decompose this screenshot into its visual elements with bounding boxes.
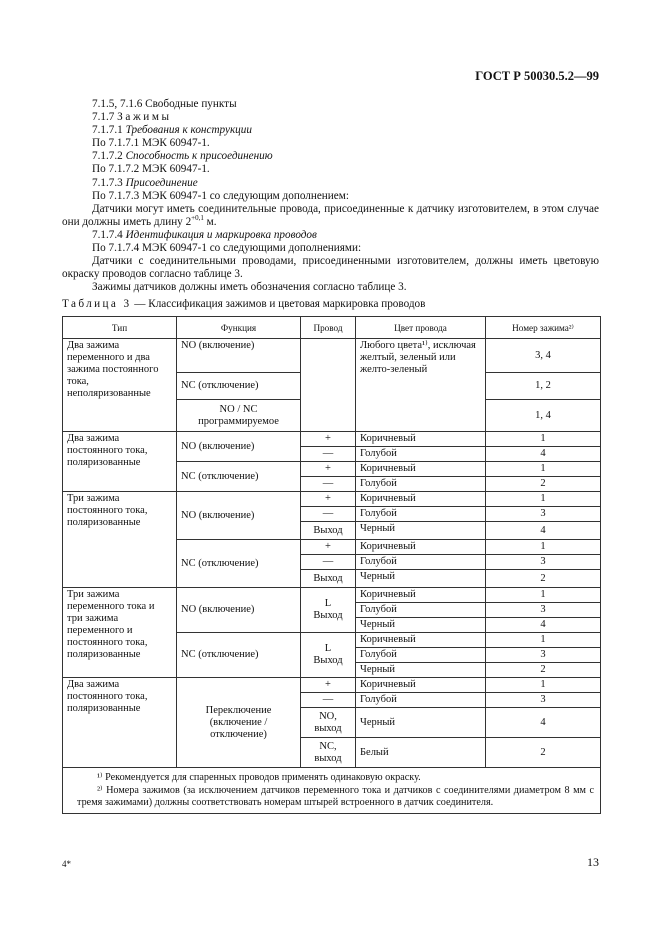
- clause-number: 7.1.7.2: [92, 150, 126, 163]
- terminal-cell: 3, 4: [486, 339, 601, 373]
- col-function: Функция: [177, 317, 301, 339]
- color-cell: Коричневый: [356, 678, 486, 693]
- wire-label: Выход: [313, 655, 343, 666]
- terminal-cell: 4: [486, 447, 601, 462]
- color-cell: Коричневый: [356, 492, 486, 507]
- clause-title: Присоединение: [125, 176, 198, 189]
- terminal-cell: 1, 2: [486, 373, 601, 400]
- terminal-cell: 3: [486, 693, 601, 708]
- terminal-cell: 1: [486, 462, 601, 477]
- color-cell: Голубой: [356, 447, 486, 462]
- wire-cell: Выход: [301, 522, 356, 540]
- terminal-cell: 3: [486, 603, 601, 618]
- clause-title: Зажимы: [117, 111, 172, 124]
- footnotes: [63, 768, 601, 814]
- function-cell: NO (включение): [177, 588, 301, 633]
- terminal-cell: 2: [486, 738, 601, 768]
- paragraph: По 7.1.7.4 МЭК 60947-1 со следующими дополнениями:: [92, 242, 362, 255]
- col-terminal: Номер зажима²⁾: [486, 317, 601, 339]
- color-cell: Черный: [356, 708, 486, 738]
- terminal-cell: 2: [486, 570, 601, 588]
- color-cell: Коричневый: [356, 432, 486, 447]
- function-cell: NO (включение): [177, 339, 301, 373]
- footnote-2: ²⁾ Номера зажимов (за исключением датчиков переменного тока и датчиков с соединителями диаметром 8 мм с тремя зажимами) должны соответствовать номерам штырей встроенного в датчик соединителя.: [77, 784, 594, 808]
- paragraph: Зажимы датчиков должны иметь обозначения согласно таблице 3.: [92, 281, 407, 294]
- wire-cell: —: [301, 507, 356, 522]
- table-header-row: [63, 317, 601, 339]
- terminal-cell: 1: [486, 588, 601, 603]
- table-row: [63, 339, 601, 373]
- wire-cell: NO, выход: [301, 708, 356, 738]
- superscript: +0,1: [191, 213, 204, 222]
- wire-cell: —: [301, 447, 356, 462]
- col-type: Тип: [63, 317, 177, 339]
- clause-number: 7.1.7.3: [92, 176, 126, 189]
- terminal-cell: 2: [486, 663, 601, 678]
- text: м.: [203, 215, 217, 228]
- terminal-cell: 1: [486, 492, 601, 507]
- clause-title: Способность к присоединению: [125, 150, 273, 163]
- function-cell: NC (отключение): [177, 373, 301, 400]
- clause-number: 7.1.7: [92, 111, 118, 124]
- clause-title: Идентификация и маркировка проводов: [125, 228, 317, 241]
- color-cell: Черный: [356, 663, 486, 678]
- wire-cell: +: [301, 492, 356, 507]
- wire-cell: [301, 633, 356, 678]
- color-cell: Голубой: [356, 603, 486, 618]
- clause-7-1-7-4: [62, 229, 599, 242]
- terminal-cell: 1: [486, 432, 601, 447]
- function-cell: Переключение (включение / отключение): [177, 678, 301, 768]
- table-caption: [62, 298, 425, 310]
- table-label: Таблица 3: [62, 298, 132, 310]
- type-cell: Два зажима переменного и два зажима постоянного тока, неполяризованные: [63, 339, 177, 432]
- wire-cell: —: [301, 693, 356, 708]
- color-cell: Коричневый: [356, 540, 486, 555]
- document-code: ГОСТ Р 50030.5.2—99: [475, 69, 599, 83]
- terminal-cell: 1, 4: [486, 400, 601, 432]
- color-cell: Голубой: [356, 507, 486, 522]
- type-cell: Два зажима постоянного тока, поляризованные: [63, 432, 177, 492]
- clause-7-1-5: 7.1.5, 7.1.6 Свободные пункты: [92, 98, 237, 110]
- color-cell: Белый: [356, 738, 486, 768]
- type-cell: Три зажима переменного тока и три зажима переменного и постоянного тока, поляризованные: [63, 588, 177, 678]
- terminal-cell: 2: [486, 477, 601, 492]
- clause-7-1-7: [62, 111, 599, 124]
- clause-7-1-7-2: [62, 150, 599, 163]
- table-row: [63, 432, 601, 447]
- function-cell: NC (отключение): [177, 540, 301, 588]
- function-cell: NC (отключение): [177, 633, 301, 678]
- clause-title: Требования к конструкции: [125, 124, 252, 137]
- color-cell: Коричневый: [356, 633, 486, 648]
- type-cell: Два зажима постоянного тока, поляризованные: [63, 678, 177, 768]
- terminal-cell: 1: [486, 540, 601, 555]
- col-color: Цвет провода: [356, 317, 486, 339]
- text: Датчики могут иметь соединительные провода, присоединенные к датчику изготовителем, в этом случае они должны иметь длину 2: [62, 202, 599, 228]
- paragraph: [62, 203, 599, 229]
- paragraph: Датчики с соединительными проводами, присоединенными изготовителем, должны иметь цветовую окраску проводов согласно таблице 3.: [62, 255, 599, 281]
- terminal-cell: 3: [486, 555, 601, 570]
- clause-number: 7.1.7.1: [92, 124, 126, 137]
- wire-cell: [301, 339, 356, 432]
- color-cell: Голубой: [356, 477, 486, 492]
- color-cell: Черный: [356, 618, 486, 633]
- terminal-cell: 4: [486, 618, 601, 633]
- paragraph: По 7.1.7.1 МЭК 60947-1.: [92, 137, 210, 150]
- wire-cell: NC, выход: [301, 738, 356, 768]
- footnote-row: [63, 768, 601, 814]
- wire-cell: +: [301, 678, 356, 693]
- wire-cell: +: [301, 462, 356, 477]
- terminal-cell: 4: [486, 522, 601, 540]
- color-cell: Голубой: [356, 693, 486, 708]
- table-row: [63, 588, 601, 603]
- clause-number: 7.1.7.4: [92, 228, 126, 241]
- terminal-cell: 4: [486, 708, 601, 738]
- terminal-cell: 3: [486, 648, 601, 663]
- paragraph: По 7.1.7.3 МЭК 60947-1 со следующим дополнением:: [92, 189, 349, 202]
- wire-cell: +: [301, 432, 356, 447]
- color-cell: Любого цвета¹⁾, исключая желтый, зеленый или желто-зеленый: [356, 339, 486, 432]
- wire-cell: —: [301, 477, 356, 492]
- col-wire: Провод: [301, 317, 356, 339]
- terminal-cell: 1: [486, 678, 601, 693]
- wire-label: L: [324, 643, 332, 654]
- wire-label: L: [324, 598, 332, 609]
- wire-cell: [301, 588, 356, 633]
- color-cell: Голубой: [356, 648, 486, 663]
- function-cell: NO (включение): [177, 432, 301, 462]
- wire-cell: +: [301, 540, 356, 555]
- color-cell: Черный: [356, 522, 486, 540]
- terminal-table: [62, 316, 601, 814]
- function-cell: NO / NC программируемое: [177, 400, 301, 432]
- page-number: 13: [587, 855, 599, 869]
- color-cell: Коричневый: [356, 462, 486, 477]
- wire-cell: —: [301, 555, 356, 570]
- table-title: — Классификация зажимов и цветовая маркировка проводов: [131, 298, 426, 310]
- color-cell: Коричневый: [356, 588, 486, 603]
- paragraph: По 7.1.7.2 МЭК 60947-1.: [92, 163, 210, 176]
- type-cell: Три зажима постоянного тока, поляризованные: [63, 492, 177, 588]
- table-row: [63, 492, 601, 507]
- terminal-cell: 1: [486, 633, 601, 648]
- clause-7-1-7-1: [62, 124, 599, 137]
- sheet-mark: 4*: [62, 859, 71, 869]
- table-row: [63, 678, 601, 693]
- color-cell: Голубой: [356, 555, 486, 570]
- function-cell: NC (отключение): [177, 462, 301, 492]
- footnote-1: ¹⁾ Рекомендуется для спаренных проводов применять одинаковую окраску.: [97, 772, 421, 783]
- clause-7-1-7-3: [62, 177, 599, 190]
- wire-cell: Выход: [301, 570, 356, 588]
- function-cell: NO (включение): [177, 492, 301, 540]
- color-cell: Черный: [356, 570, 486, 588]
- wire-label: Выход: [313, 610, 343, 621]
- terminal-cell: 3: [486, 507, 601, 522]
- body-text: [62, 98, 599, 294]
